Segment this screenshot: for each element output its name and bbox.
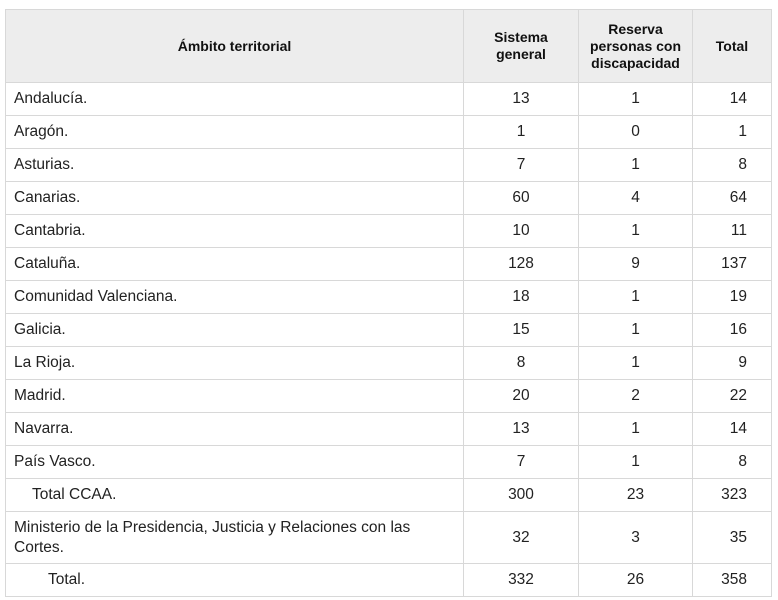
row-reserva: 1 [579, 281, 693, 314]
row-reserva: 1 [579, 413, 693, 446]
table-row [6, 446, 772, 479]
row-name: Canarias. [6, 182, 464, 215]
row-name: Cantabria. [6, 215, 464, 248]
row-reserva: 2 [579, 380, 693, 413]
table-row [6, 182, 772, 215]
row-total: 14 [693, 83, 772, 116]
header-ambito: Ámbito territorial [6, 10, 464, 83]
row-name: Andalucía. [6, 83, 464, 116]
row-total: 137 [693, 248, 772, 281]
grand-total-row [6, 564, 772, 597]
total-ccaa-name: Total CCAA. [6, 479, 464, 512]
row-total: 8 [693, 149, 772, 182]
row-name: Cataluña. [6, 248, 464, 281]
ministerio-total: 35 [693, 512, 772, 564]
row-sistema: 128 [464, 248, 579, 281]
table-row [6, 347, 772, 380]
row-sistema: 1 [464, 116, 579, 149]
total-ccaa-total: 323 [693, 479, 772, 512]
ministerio-row [6, 512, 772, 564]
row-reserva: 1 [579, 83, 693, 116]
row-sistema: 8 [464, 347, 579, 380]
total-ccaa-reserva: 23 [579, 479, 693, 512]
row-sistema: 15 [464, 314, 579, 347]
grand-total-sistema: 332 [464, 564, 579, 597]
row-reserva: 9 [579, 248, 693, 281]
row-name: Comunidad Valenciana. [6, 281, 464, 314]
row-name: Asturias. [6, 149, 464, 182]
table-row [6, 215, 772, 248]
table-row [6, 314, 772, 347]
row-total: 9 [693, 347, 772, 380]
row-sistema: 10 [464, 215, 579, 248]
plazas-table [5, 9, 772, 597]
row-total: 64 [693, 182, 772, 215]
table-row [6, 116, 772, 149]
header-total: Total [693, 10, 772, 83]
row-reserva: 1 [579, 446, 693, 479]
table-row [6, 413, 772, 446]
row-sistema: 7 [464, 446, 579, 479]
total-ccaa-row [6, 479, 772, 512]
row-name: País Vasco. [6, 446, 464, 479]
row-total: 19 [693, 281, 772, 314]
row-total: 1 [693, 116, 772, 149]
row-sistema: 13 [464, 413, 579, 446]
row-reserva: 0 [579, 116, 693, 149]
row-reserva: 4 [579, 182, 693, 215]
grand-total-total: 358 [693, 564, 772, 597]
row-reserva: 1 [579, 215, 693, 248]
header-reserva-discapacidad: Reserva personas con discapacidad [579, 10, 693, 83]
row-name: La Rioja. [6, 347, 464, 380]
row-reserva: 1 [579, 149, 693, 182]
table-row [6, 149, 772, 182]
ministerio-sistema: 32 [464, 512, 579, 564]
row-sistema: 13 [464, 83, 579, 116]
row-total: 11 [693, 215, 772, 248]
grand-total-name: Total. [6, 564, 464, 597]
total-ccaa-sistema: 300 [464, 479, 579, 512]
row-total: 8 [693, 446, 772, 479]
row-name: Aragón. [6, 116, 464, 149]
table-row [6, 248, 772, 281]
header-sistema-general: Sistema general [464, 10, 579, 83]
row-total: 22 [693, 380, 772, 413]
row-name: Madrid. [6, 380, 464, 413]
row-sistema: 20 [464, 380, 579, 413]
row-total: 16 [693, 314, 772, 347]
row-sistema: 18 [464, 281, 579, 314]
table-row [6, 83, 772, 116]
table-row [6, 380, 772, 413]
ministerio-reserva: 3 [579, 512, 693, 564]
ministerio-name: Ministerio de la Presidencia, Justicia y Relaciones con las Cortes. [6, 512, 464, 564]
row-name: Galicia. [6, 314, 464, 347]
grand-total-reserva: 26 [579, 564, 693, 597]
row-reserva: 1 [579, 314, 693, 347]
row-reserva: 1 [579, 347, 693, 380]
row-sistema: 60 [464, 182, 579, 215]
header-row [6, 10, 772, 83]
row-total: 14 [693, 413, 772, 446]
row-sistema: 7 [464, 149, 579, 182]
table-row [6, 281, 772, 314]
row-name: Navarra. [6, 413, 464, 446]
